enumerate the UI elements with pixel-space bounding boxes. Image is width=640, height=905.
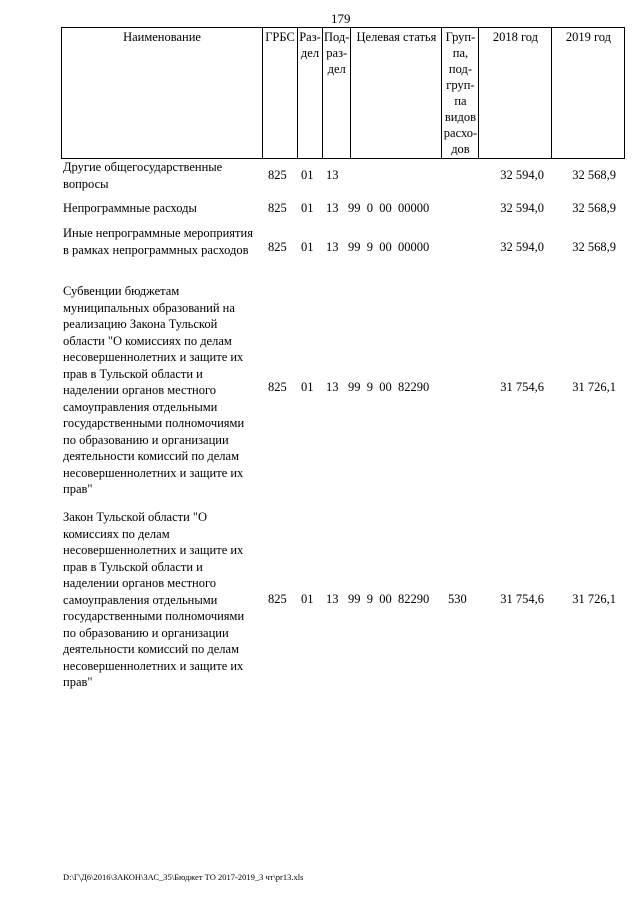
row-group: 530 (448, 592, 467, 606)
row-podrazdel: 13 (326, 240, 339, 254)
row-name: Непрограммные расходы (63, 201, 197, 215)
row-grbs: 825 (268, 380, 287, 394)
row-2018: 32 594,0 (500, 201, 544, 215)
row-podrazdel: 13 (326, 592, 339, 606)
row-2018: 32 594,0 (500, 240, 544, 254)
header-2018: 2018 год (479, 28, 552, 159)
row-target: 99 0 00 00000 (348, 201, 430, 215)
row-name: Иные непрограммные мероприятия в рамках непрограммных расходов (63, 226, 253, 257)
row-target: 99 9 00 82290 (348, 592, 430, 606)
row-target: 99 9 00 00000 (348, 240, 430, 254)
row-razdel: 01 (301, 168, 314, 182)
row-name: Другие общегосударственные вопросы (63, 160, 223, 191)
row-2019: 31 726,1 (572, 592, 616, 606)
header-razdel-text: Раз- дел (299, 30, 321, 60)
row-2018: 32 594,0 (500, 168, 544, 182)
header-target: Целевая статья (351, 28, 442, 159)
row-razdel: 01 (301, 380, 314, 394)
row-target: 99 9 00 82290 (348, 380, 430, 394)
row-podrazdel: 13 (326, 168, 339, 182)
row-2019: 32 568,9 (572, 240, 616, 254)
header-razdel (298, 28, 323, 159)
row-grbs: 825 (268, 240, 287, 254)
row-grbs: 825 (268, 592, 287, 606)
row-razdel: 01 (301, 592, 314, 606)
header-grbs: ГРБС (263, 28, 298, 159)
header-name: Наименование (62, 28, 263, 159)
row-2018: 31 754,6 (500, 592, 544, 606)
file-path-footer: D:\Г\Д6\2016\ЗАКОН\ЗАС_35\Бюджет ТО 2017-2019_3 чт\pr13.xls (63, 872, 304, 882)
row-2018: 31 754,6 (500, 380, 544, 394)
row-2019: 32 568,9 (572, 201, 616, 215)
row-podrazdel: 13 (326, 380, 339, 394)
table-header (61, 27, 625, 159)
row-2019: 32 568,9 (572, 168, 616, 182)
header-2019: 2019 год (552, 28, 625, 159)
row-2019: 31 726,1 (572, 380, 616, 394)
row-name: Закон Тульской области "О комиссиях по делам несовершеннолетних и защите их прав в Тульской области и наделении органов местного самоуправления отдельными государственными полномочиями по образованию и организации деятельности комиссий по делам несовершеннолетних и защите их прав" (63, 510, 245, 689)
row-name: Субвенции бюджетам муниципальных образований на реализацию Закона Тульской области "О комиссиях по делам несовершеннолетних и защите их прав в Тульской области и наделении органов местного самоуправления отдельными государственными полномочиями по образованию и организации деятельности комиссий по делам несовершеннолетних и защите их прав" (63, 284, 245, 496)
page-number: 179 (331, 11, 351, 26)
row-podrazdel: 13 (326, 201, 339, 215)
row-razdel: 01 (301, 201, 314, 215)
row-grbs: 825 (268, 201, 287, 215)
row-grbs: 825 (268, 168, 287, 182)
header-podrazdel (323, 28, 351, 159)
header-podrazdel-text: Под- раз- дел (324, 30, 350, 76)
header-group-text: Груп- па, под- груп- па видов расхо- дов (443, 30, 478, 156)
header-group (442, 28, 479, 159)
row-razdel: 01 (301, 240, 314, 254)
